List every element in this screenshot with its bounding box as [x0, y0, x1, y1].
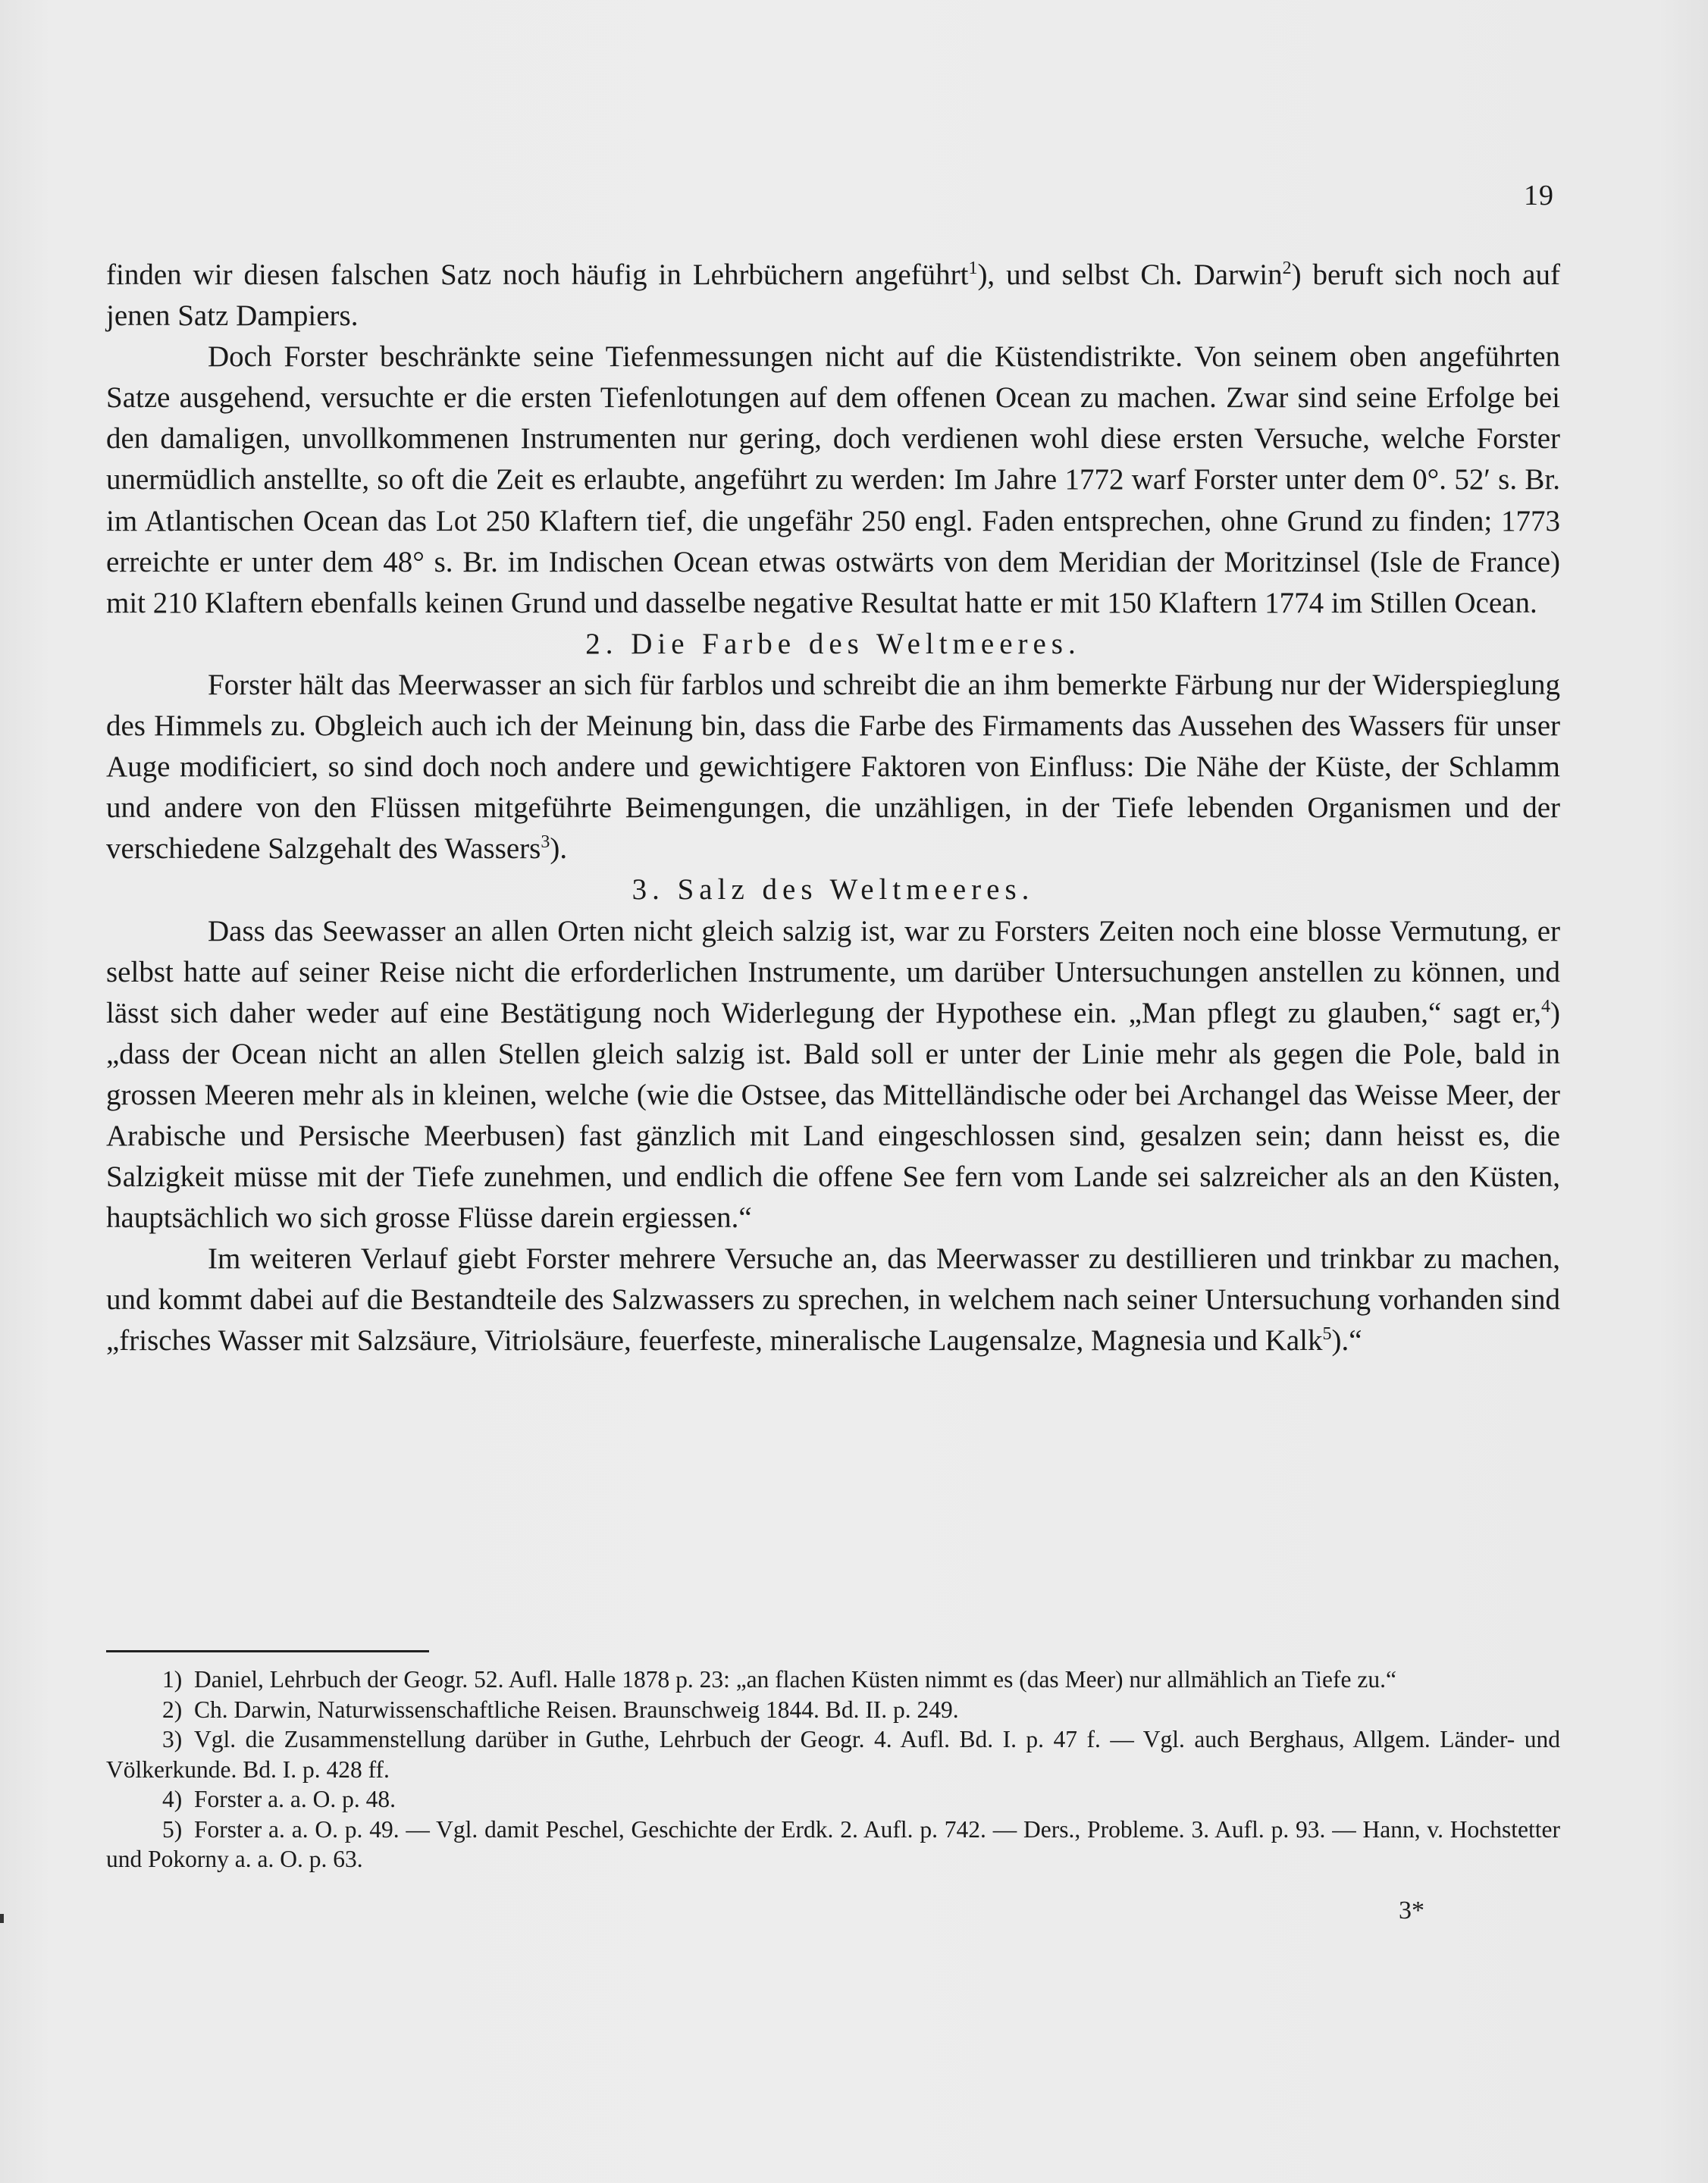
paragraph-3: Forster hält das Meerwasser an sich für farblos und schreibt die an ihm bemerkte Färbung nur der Widerspieglung des Himmels zu. Obgleich auch ich der Meinung bin, dass die Farbe des Firmaments das Aussehen des Wassers für unser Auge modificiert, so sind doch noch andere und gewichtigere Faktoren von Einfluss: Die Nähe der Küste, der Schlamm und andere von den Flüssen mitgeführte Beimengungen, die unzähligen, in der Tiefe lebenden Organismen und der verschiedene Salzgehalt des Wassers$^3$). [106, 668, 1560, 866]
footnote: 4) Forster a. a. O. p. 48. [106, 1784, 1560, 1815]
footnote-ref-1[interactable]: 1 [968, 258, 978, 278]
footnote-marker: 3) [162, 1726, 183, 1752]
footnote-marker: 5) [162, 1815, 183, 1843]
footnote-ref-2[interactable]: 2 [1282, 258, 1292, 278]
footnote: 2) Ch. Darwin, Naturwissenschaftliche Reisen. Braunschweig 1844. Bd. II. p. 249. [106, 1695, 1560, 1725]
footnote: 1) Daniel, Lehrbuch der Geogr. 52. Aufl. Halle 1878 p. 23: „an flachen Küsten nimmt es (das Meer) nur allmählich an Tiefe zu.“ [106, 1665, 1560, 1695]
footnote-divider [106, 1650, 429, 1652]
footnote-marker: 4) [162, 1786, 183, 1812]
margin-mark [0, 1914, 4, 1923]
section-heading-2: 2. Die Farbe des Weltmeeres. [585, 627, 1081, 660]
page-number: 19 [1524, 180, 1554, 211]
signature-mark: 3* [1399, 1896, 1424, 1925]
footnote-marker: 2) [162, 1696, 183, 1723]
footnote: 5) Forster a. a. O. p. 49. — Vgl. damit Peschel, Geschichte der Erdk. 2. Aufl. p. 742. — Ders., Probleme. 3. Aufl. p. 93. — Hann, v. Hochstetter und Pokorny a. a. O. p. 63. [106, 1815, 1560, 1872]
section-heading-3: 3. Salz des Weltmeeres. [631, 873, 1035, 907]
footnote: 3) Vgl. die Zusammenstellung darüber in Guthe, Lehrbuch der Geogr. 4. Aufl. Bd. I. p. 47 f. — Vgl. auch Berghaus, Allgem. Länder- und Völkerkunde. Bd. I. p. 428 ff. [106, 1726, 1560, 1783]
paragraph-4: Dass das Seewasser an allen Orten nicht gleich salzig ist, war zu Forsters Zeiten noch eine blosse Vermutung, er selbst hatte auf seiner Reise nicht die erforderlichen Instrumente, um darüber Untersuchungen anstellen zu können, und lässt sich daher weder auf eine Bestätigung noch Widerlegung der Hypothese ein. „Man pflegt zu glauben,“ sagt er,$^4$) „dass der Ocean nicht an allen Stellen gleich salzig ist. Bald soll er unter der Linie mehr als gegen die Pole, bald in grossen Meeren mehr als in kleinen, welche (wie die Ostsee, das Mittelländische oder bei Archangel das Weisse Meer, der Arabische und Persische Meerbusen) fast gänzlich mit Land eingeschlossen sind, gesalzen sein; dann heisst es, die Salzigkeit müsse mit der Tiefe zunehmen, und endlich die offene See fern vom Lande sei salzreicher als an den Küsten, hauptsächlich wo sich grosse Flüsse darein ergiessen.“ [106, 914, 1560, 1235]
footnote-marker: 1) [162, 1666, 183, 1693]
paragraph-2: Doch Forster beschränkte seine Tiefenmessungen nicht auf die Küstendistrikte. Von seinem oben angeführten Satze ausgehend, versuchte er die ersten Tiefenlotungen auf dem offenen Ocean zu machen. Zwar sind seine Erfolge bei den damaligen, unvollkommenen Instrumenten nur gering, doch verdienen wohl diese ersten Versuche, welche Forster unermüdlich anstellte, so oft die Zeit es erlaubte, angeführt zu werden: Im Jahre 1772 warf Forster unter dem 0°. 52′ s. Br. im Atlantischen Ocean das Lot 250 Klaftern tief, die ungefähr 250 engl. Faden entsprechen, ohne Grund zu finden; 1773 erreichte er unter dem 48° s. Br. im Indischen Ocean etwas ostwärts von dem Meridian der Moritzinsel (Isle de France) mit 210 Klaftern ebenfalls keinen Grund und dasselbe negative Resultat hatte er mit 150 Klaftern 1774 im Stillen Ocean. [106, 340, 1560, 619]
footnote-ref-5[interactable]: 5 [1322, 1324, 1332, 1345]
main-text [106, 255, 1560, 1362]
paragraph-1: finden wir diesen falschen Satz noch häufig in Lehrbüchern angeführt$^1$), und selbst Ch. Darwin$^2$) beruft sich noch auf jenen Satz Dampiers. [106, 258, 1560, 333]
footnote-ref-3[interactable]: 3 [541, 832, 550, 853]
paragraph-5: Im weiteren Verlauf giebt Forster mehrere Versuche an, das Meerwasser zu destillieren und trinkbar zu machen, und kommt dabei auf die Bestandteile des Salzwassers zu sprechen, in welchem nach seiner Untersuchung vorhanden sind „frisches Wasser mit Salzsäure, Vitriolsäure, feuerfeste, mineralische Laugensalze, Magnesia und Kalk$^5$).“ [106, 1242, 1560, 1358]
footnote-ref-4[interactable]: 4 [1541, 996, 1550, 1016]
footnotes [106, 1665, 1560, 1874]
